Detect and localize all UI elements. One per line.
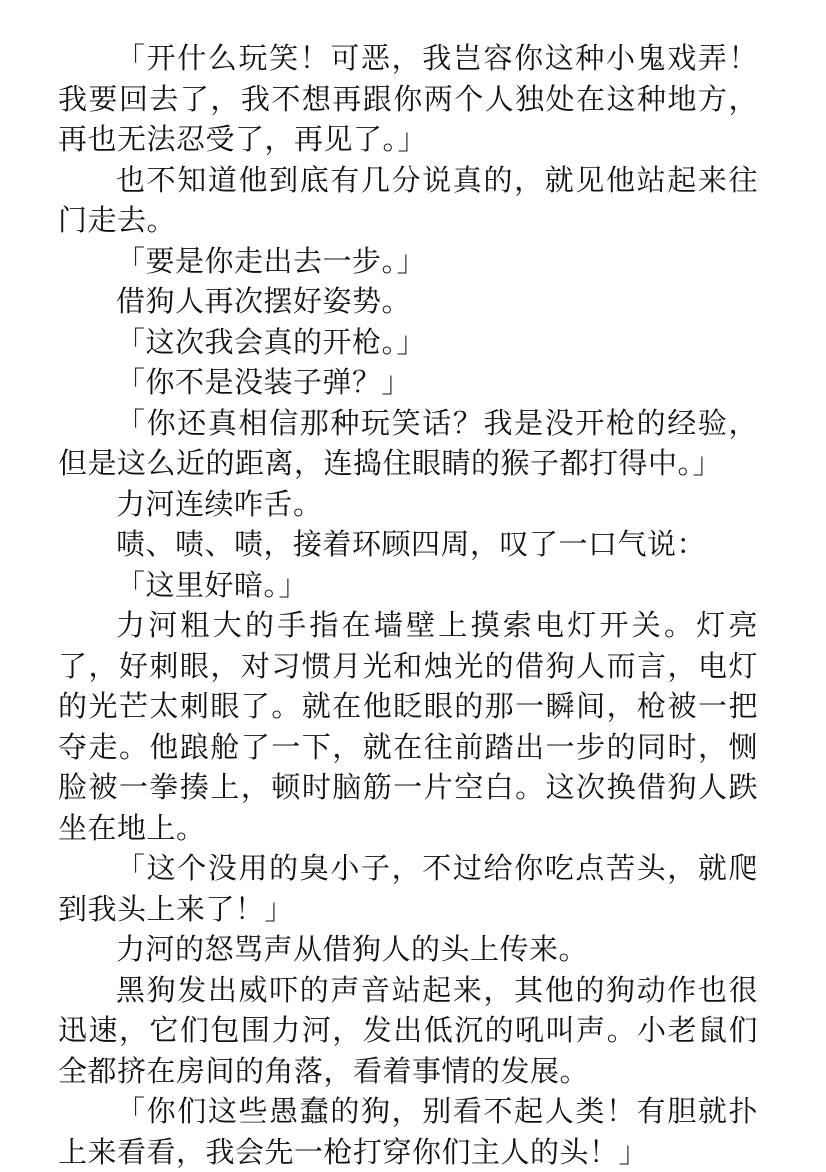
- paragraph: 「这里好暗。」: [116, 567, 309, 602]
- paragraph: 「你还真相信那种玩笑话？我是没开枪的经验，但是这么近的距离，连捣住眼睛的猴子都打得中。」: [58, 405, 758, 480]
- paragraph: 「这个没用的臭小子，不过给你吃点苦头，就爬到我头上来了！」: [58, 851, 758, 926]
- paragraph: 借狗人再次摆好姿势。: [116, 284, 412, 318]
- paragraph: 黑狗发出威吓的声音站起来，其他的狗动作也很迅速，它们包围力河，发出低沉的吼叫声。小老鼠们全都挤在房间的角落，看着事情的发展。: [58, 972, 758, 1088]
- paragraph: 「开什么玩笑！可恶，我岂容你这种小鬼戏弄！我要回去了，我不想再跟你两个人独处在这种地方，再也无法忍受了，再见了。」: [58, 41, 758, 156]
- paragraph: 「你不是没装子弹？」: [116, 365, 412, 399]
- paragraph: 力河连续咋舌。: [116, 486, 323, 521]
- paragraph: 「这次我会真的开枪。」: [116, 324, 427, 359]
- document-body: [58, 38, 758, 1172]
- paragraph: 力河的怒骂声从借狗人的头上传来。: [116, 932, 589, 966]
- paragraph: 「你们这些愚蠢的狗，别看不起人类！有胆就扑上来看看，我会先一枪打穿你们主人的头！」: [58, 1094, 758, 1169]
- paragraph: 「要是你走出去一步。」: [116, 243, 427, 278]
- paragraph: 啧、啧、啧，接着环顾四周，叹了一口气说：: [116, 527, 707, 561]
- paragraph: 力河粗大的手指在墙壁上摸索电灯开关。灯亮了，好刺眼，对习惯月光和烛光的借狗人而言，电灯的光芒太刺眼了。就在他眨眼的那一瞬间，枪被一把夺走。他踉舱了一下，就在往前踏出一步的同时，恻脸被一拳揍上，顿时脑筋一片空白。这次换借狗人跌坐在地上。: [58, 608, 758, 845]
- paragraph: 也不知道他到底有几分说真的，就见他站起来往门走去。: [58, 162, 758, 237]
